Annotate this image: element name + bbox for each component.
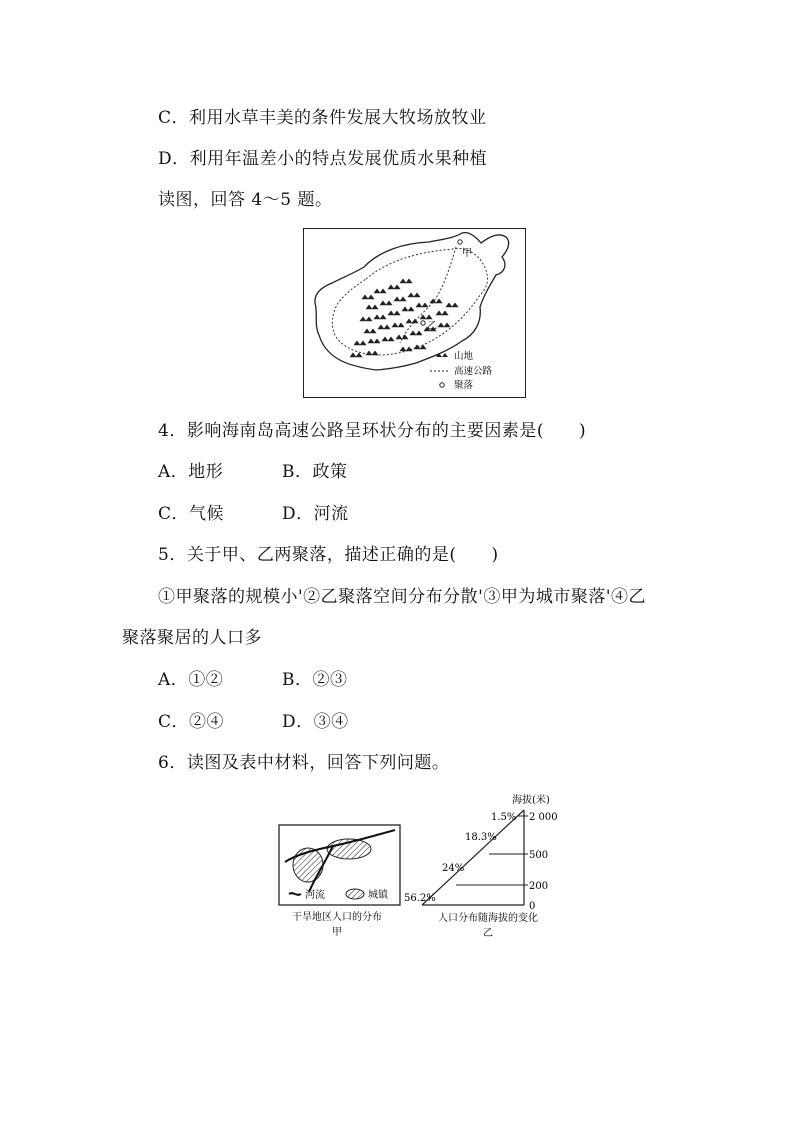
- tick-label-2000: 2 000: [529, 812, 558, 823]
- q3-option-d: D．利用年温差小的特点发展优质水果种植: [158, 149, 488, 169]
- q4-stem: 4．影响海南岛高速公路呈环状分布的主要因素是( ): [158, 421, 587, 441]
- q5-statements-line2: 聚落聚居的人口多: [122, 628, 262, 648]
- percent-1-5: 1.5%: [491, 812, 517, 823]
- hainan-map-svg: [304, 229, 524, 396]
- label-yi: 乙: [427, 321, 437, 332]
- legend-highway-label: 高速公路: [454, 366, 493, 377]
- intro-4-5: 读图，回答 4～5 题。: [158, 190, 333, 210]
- axis-title: 海拔(米): [512, 795, 550, 806]
- figure-yi-caption: 人口分布随海拔的变化: [438, 913, 538, 924]
- tick-label-200: 200: [529, 881, 549, 892]
- q5-option-b: B．②③: [282, 670, 348, 690]
- q5-statements-line1: ①甲聚落的规模小'②乙聚落空间分布分散'③甲为城市聚落'④乙: [158, 587, 647, 607]
- settlement-jia: [458, 240, 462, 244]
- label-jia: 甲: [462, 248, 472, 259]
- q5-option-c: C．②④: [158, 712, 225, 732]
- legend-town-label: 城镇: [368, 890, 388, 901]
- q5-stem: 5．关于甲、乙两聚落，描述正确的是( ): [158, 545, 499, 565]
- figure-jia-label: 甲: [332, 927, 342, 938]
- percent-56-2: 56.2%: [404, 893, 436, 904]
- figure-yi-label: 乙: [483, 928, 493, 939]
- q5-option-a: A．①②: [158, 670, 224, 690]
- map-legend: [430, 350, 493, 391]
- figure-jia: [275, 822, 405, 942]
- figure-jia-caption: 干旱地区人口的分布: [292, 912, 382, 923]
- figure-yi: [404, 788, 574, 943]
- q6-stem: 6．读图及表中材料，回答下列问题。: [158, 753, 450, 773]
- q4-option-b: B．政策: [282, 462, 348, 482]
- tick-label-500: 500: [529, 850, 549, 861]
- tick-label-0: 0: [529, 901, 536, 912]
- q5-option-d: D．③④: [282, 712, 349, 732]
- q3-option-c: C．利用水草丰美的条件发展大牧场放牧业: [158, 108, 487, 128]
- legend-river-label: 河流: [305, 890, 325, 901]
- q4-option-d: D．河流: [282, 504, 349, 524]
- mountain-icon: [436, 353, 448, 357]
- q4-option-c: C．气候: [158, 504, 225, 524]
- percent-18-3: 18.3%: [465, 832, 497, 843]
- percent-24: 24%: [442, 863, 465, 874]
- settlement-yi: [421, 321, 425, 325]
- hainan-map: [303, 228, 526, 398]
- circle-icon: [440, 383, 444, 387]
- q4-option-a: A．地形: [158, 462, 224, 482]
- mountain-cluster: [350, 279, 458, 357]
- legend-settlement-label: 聚落: [454, 380, 474, 391]
- town-icon: [346, 889, 364, 899]
- slope-line: [422, 810, 524, 905]
- river-icon: [289, 893, 301, 895]
- legend-mountain-label: 山地: [454, 351, 474, 362]
